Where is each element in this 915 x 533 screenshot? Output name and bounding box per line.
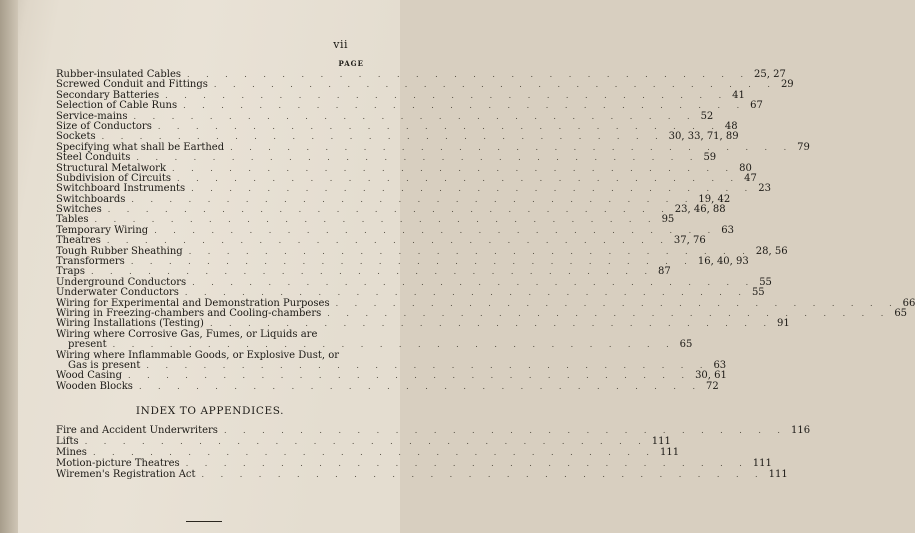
index-entry-label: Underground Conductors [56, 276, 187, 288]
index-entry-label: Structural Metalwork [56, 162, 167, 174]
appendix-entry-pages: 111 [752, 458, 772, 469]
appendix-entry [56, 436, 671, 447]
index-entry-pages: 72 [706, 380, 719, 392]
index-entry [56, 339, 693, 351]
index-entry-pages: 30, 33, 71, 89 [668, 131, 739, 143]
dot-leader: . . . . . . . . . . . . . . . . . . . . . . . . . . . . . . [201, 470, 765, 479]
index-entry-label: Traps [56, 266, 85, 278]
index-entry-pages: 80 [739, 162, 752, 174]
appendix-entry-pages: 111 [651, 436, 671, 447]
index-entry-label: Wiring in Freezing-chambers and Cooling-chambers [56, 307, 322, 319]
index-entry-label: Theatres [56, 235, 101, 247]
index-entry-pages: 48 [724, 120, 738, 132]
appendix-entry-list [56, 425, 811, 480]
index-entry-label: Size of Conductors [56, 120, 152, 132]
dot-leader: . . . . . . . . . . . . . . . . . . . . . . . . . . . . . . [185, 459, 749, 468]
index-entry [56, 204, 726, 216]
closing-rule [186, 521, 222, 522]
index-entry-label: Gas is present [68, 359, 141, 371]
dot-leader: . . . . . . . . . . . . . . . . . . . . . . . . . . . . . . [213, 80, 777, 90]
index-entry [56, 380, 719, 392]
page-number: vii [333, 38, 348, 51]
index-entry-pages: 30, 61 [695, 370, 727, 382]
dot-leader: . . . . . . . . . . . . . . . . . . . . . . . . . . . . . . [172, 163, 736, 173]
index-entry-pages: 67 [750, 100, 763, 112]
index-entry-pages: 16, 40, 93 [697, 256, 749, 268]
index-entry-label: present [68, 339, 107, 351]
index-entry-label: Wooden Blocks [56, 380, 133, 392]
dot-leader: . . . . . . . . . . . . . . . . . . . . . . . . . . . . . . [138, 381, 702, 391]
dot-leader: . . . . . . . . . . . . . . . . . . . . . . . . . . . . . . [209, 319, 774, 329]
dot-leader: . . . . . . . . . . . . . . . . . . . . . . . . . . . . . . [146, 360, 710, 370]
index-entry-pages: 59 [703, 152, 717, 164]
index-entry [56, 193, 731, 205]
index-entry-label: Sockets [56, 131, 96, 143]
index-entry-pages: 19, 42 [698, 193, 731, 205]
index-entry-pages: 63 [713, 359, 727, 371]
index-entry-pages: 95 [661, 214, 675, 226]
index-entry-pages: 55 [751, 287, 765, 299]
dot-leader: . . . . . . . . . . . . . . . . . . . . . . . . . . . . . . [165, 90, 729, 100]
dot-leader: . . . . . . . . . . . . . . . . . . . . . . . . . . . . . . [92, 448, 656, 457]
appendix-entry [56, 458, 772, 469]
index-entry-pages: 23 [758, 183, 771, 195]
dot-leader: . . . . . . . . . . . . . . . . . . . . . . . . . . . . . . [133, 111, 697, 121]
dot-leader: . . . . . . . . . . . . . . . . . . . . . . . . . . . . . . [84, 437, 648, 446]
index-entry [56, 224, 734, 236]
dot-leader: . . . . . . . . . . . . . . . . . . . . . . . . . . . . . . [327, 308, 891, 318]
dot-leader: . . . . . . . . . . . . . . . . . . . . . . . . . . . . . . [188, 246, 752, 256]
appendix-entry [56, 425, 811, 436]
index-entry-label: Secondary Batteries [56, 89, 160, 101]
page-column-heading: PAGE [338, 59, 364, 68]
index-entry-label: Wiring Installations (Testing) [56, 318, 204, 330]
index-entry-pages: 25, 27 [754, 69, 786, 80]
dot-leader: . . . . . . . . . . . . . . . . . . . . . . . . . . . . . . [131, 194, 695, 204]
index-entry-label: Wiring where Corrosive Gas, Fumes, or Liquids are [56, 328, 318, 340]
index-entry-pages: 65 [894, 307, 908, 319]
dot-leader: . . . . . . . . . . . . . . . . . . . . . . . . . . . . . . [154, 225, 718, 235]
index-entry-pages: 65 [679, 339, 693, 351]
index-entry-pages: 41 [732, 89, 745, 101]
index-entry-pages: 63 [721, 224, 734, 236]
dot-leader: . . . . . . . . . . . . . . . . . . . . . . . . . . . . . . [335, 298, 899, 308]
dot-leader: . . . . . . . . . . . . . . . . . . . . . . . . . . . . . . [101, 132, 665, 142]
index-entry [56, 256, 749, 268]
dot-leader: . . . . . . . . . . . . . . . . . . . . . . . . . . . . . . [230, 142, 794, 152]
dot-leader: . . . . . . . . . . . . . . . . . . . . . . . . . . . . . . [94, 215, 658, 225]
index-entry-label: Switches [56, 204, 102, 216]
index-entry-label: Wood Casing [56, 370, 123, 382]
index-entry-label: Rubber-insulated Cables [56, 69, 181, 80]
appendix-entry-label: Wiremen's Registration Act [56, 469, 196, 480]
dot-leader: . . . . . . . . . . . . . . . . . . . . . . . . . . . . . . [90, 267, 654, 277]
dot-leader: . . . . . . . . . . . . . . . . . . . . . . . . . . . . . . [184, 288, 748, 298]
appendix-entry-pages: 111 [659, 447, 680, 458]
dot-leader: . . . . . . . . . . . . . . . . . . . . . . . . . . . . . . [187, 70, 751, 79]
appendix-entry [56, 447, 680, 458]
index-entry-label: Switchboard Instruments [56, 183, 186, 195]
index-entry-pages: 55 [759, 276, 772, 288]
index-entry-label: Specifying what shall be Earthed [56, 141, 225, 153]
dot-leader: . . . . . . . . . . . . . . . . . . . . . . . . . . . . . . [136, 153, 700, 163]
index-entry-pages: 28, 56 [755, 245, 788, 257]
index-entry-pages: 91 [777, 318, 790, 330]
index-entry-pages: 87 [658, 266, 671, 278]
dot-leader: . . . . . . . . . . . . . . . . . . . . . . . . . . . . . . [130, 257, 694, 267]
index-entry-list [56, 69, 915, 392]
index-entry-label: Switchboards [56, 193, 126, 205]
appendix-entry-pages: 116 [790, 425, 811, 436]
index-entry-pages: 52 [700, 110, 714, 122]
appendix-entry-pages: 111 [768, 469, 788, 480]
index-entry-label: Wiring where Inflammable Goods, or Explosive Dust, or [56, 349, 340, 361]
index-entry-label: Steel Conduits [56, 152, 131, 164]
dot-leader: . . . . . . . . . . . . . . . . . . . . . . . . . . . . . . [192, 277, 756, 287]
page-gutter [0, 0, 18, 533]
index-entry [56, 100, 763, 112]
dot-leader: . . . . . . . . . . . . . . . . . . . . . . . . . . . . . . [106, 236, 670, 246]
dot-leader: . . . . . . . . . . . . . . . . . . . . . . . . . . . . . . [157, 121, 721, 131]
dot-leader: . . . . . . . . . . . . . . . . . . . . . . . . . . . . . . [223, 426, 787, 435]
dot-leader: . . . . . . . . . . . . . . . . . . . . . . . . . . . . . . [128, 371, 692, 381]
appendix-entry-label: Lifts [56, 436, 79, 447]
appendix-entry [56, 469, 788, 480]
index-entry-label: Wiring for Experimental and Demonstration Purposes [56, 297, 330, 309]
dot-leader: . . . . . . . . . . . . . . . . . . . . . . . . . . . . . . [183, 101, 747, 111]
appendix-entry-label: Fire and Accident Underwriters [56, 425, 218, 436]
index-entry-pages: 79 [797, 141, 810, 153]
index-entry-pages: 66 [902, 297, 915, 309]
appendix-index-title: INDEX TO APPENDICES. [135, 405, 285, 417]
dot-leader: . . . . . . . . . . . . . . . . . . . . . . . . . . . . . . [107, 205, 671, 215]
dot-leader: . . . . . . . . . . . . . . . . . . . . . . . . . . . . . . [191, 184, 755, 194]
index-entry-label: Tables [56, 214, 89, 226]
index-entry-pages: 37, 76 [673, 235, 706, 247]
index-entry-label: Temporary Wiring [56, 224, 149, 236]
index-entry-label: Screwed Conduit and Fittings [56, 79, 208, 91]
dot-leader: . . . . . . . . . . . . . . . . . . . . . . . . . . . . . . [112, 340, 676, 350]
index-entry-label: Service-mains [56, 110, 128, 122]
index-entry-label: Transformers [56, 256, 125, 268]
index-entry [56, 152, 717, 164]
index-entry-pages: 47 [744, 172, 757, 184]
appendix-entry-label: Motion-picture Theatres [56, 458, 180, 469]
appendix-entry-label: Mines [56, 447, 87, 458]
index-entry-pages: 23, 46, 88 [674, 204, 726, 216]
index-entry-label: Selection of Cable Runs [56, 100, 178, 112]
index-entry [56, 120, 738, 132]
index-entry-pages: 29 [780, 79, 794, 91]
index-entry-label: Subdivision of Circuits [56, 172, 172, 184]
index-entry-label: Underwater Conductors [56, 287, 179, 299]
index-entry-label: Tough Rubber Sheathing [56, 245, 183, 257]
dot-leader: . . . . . . . . . . . . . . . . . . . . . . . . . . . . . . [177, 173, 741, 183]
